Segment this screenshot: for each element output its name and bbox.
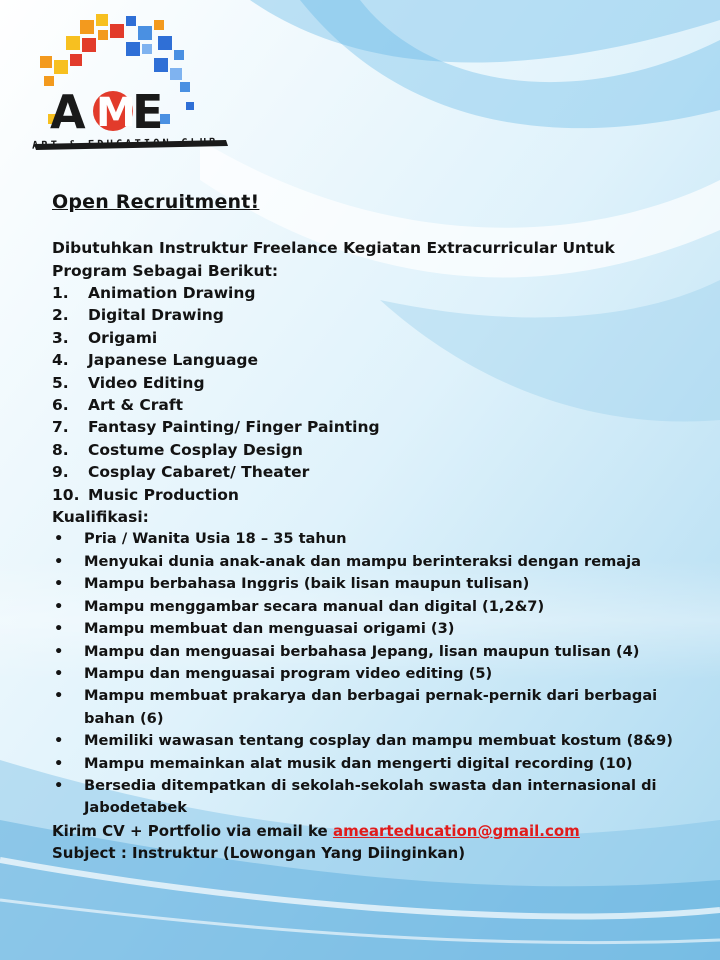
program-label: Digital Drawing — [88, 306, 224, 325]
qualification-text: Mampu memainkan alat musik dan mengerti digital recording (10) — [84, 754, 633, 772]
subject-line: Subject : Instruktur (Lowongan Yang Diinginkan) — [52, 844, 466, 863]
qualification-text: Mampu membuat prakarya dan berbagai pernak-pernik dari berbagai bahan (6) — [84, 687, 658, 727]
contact-line — [52, 820, 692, 843]
list-item — [52, 685, 692, 730]
bullet-icon: • — [54, 687, 64, 705]
bullet-icon: • — [54, 754, 64, 772]
recruitment-content — [52, 191, 692, 865]
list-item — [52, 641, 692, 663]
list-item — [52, 753, 692, 775]
list-number: 3. — [52, 328, 69, 347]
bullet-icon: • — [54, 642, 64, 660]
list-item — [52, 304, 692, 326]
list-number: 4. — [52, 351, 69, 370]
program-label: Music Production — [88, 485, 239, 504]
qualification-text: Memiliki wawasan tentang cosplay dan mampu membuat kostum (8&9) — [84, 732, 673, 750]
email-link[interactable]: amearteducation@gmail.com — [332, 821, 580, 840]
list-item — [52, 528, 692, 550]
qualification-text: Menyukai dunia anak-anak dan mampu berinteraksi dengan remaja — [84, 552, 641, 570]
intro-text: Dibutuhkan Instruktur Freelance Kegiatan Extracurricular Untuk Program Sebagai Berikut: — [52, 239, 615, 280]
list-item — [52, 416, 692, 438]
bullet-icon: • — [54, 552, 64, 570]
list-number: 9. — [52, 463, 69, 482]
list-item — [52, 730, 692, 752]
svg-text:M: M — [96, 90, 136, 136]
list-item — [52, 484, 692, 506]
qualification-text: Mampu dan menguasai berbahasa Jepang, lisan maupun tulisan (4) — [84, 642, 640, 660]
svg-text:A: A — [50, 85, 86, 139]
program-label: Animation Drawing — [88, 284, 256, 302]
qualification-text: Mampu menggambar secara manual dan digital (1,2&7) — [84, 597, 545, 615]
bullet-icon: • — [54, 664, 64, 682]
list-item — [52, 439, 692, 461]
list-number: 5. — [52, 373, 69, 392]
list-number: 7. — [52, 418, 69, 437]
list-number: 6. — [52, 396, 69, 415]
list-item — [52, 327, 692, 349]
list-item — [52, 663, 692, 685]
qualification-text: Mampu membuat dan menguasai origami (3) — [84, 620, 455, 638]
bullet-icon: • — [54, 732, 64, 750]
list-item — [52, 282, 692, 304]
logo-tagline: ART & EDUCATION CLUB — [31, 136, 219, 152]
qualifications-title: Kualifikasi: — [52, 508, 149, 527]
list-number: 1. — [52, 284, 69, 302]
list-item — [52, 551, 692, 573]
qualification-text: Bersedia ditempatkan di sekolah-sekolah swasta dan internasional di Jabodetabek — [84, 776, 657, 817]
bullet-icon: • — [54, 776, 64, 794]
bullet-icon: • — [54, 597, 64, 615]
list-number: 2. — [52, 306, 69, 325]
qualification-text: Mampu dan menguasai program video editing (5) — [84, 664, 493, 682]
program-label: Art & Craft — [88, 396, 183, 415]
qualification-text: Pria / Wanita Usia 18 – 35 tahun — [84, 530, 347, 548]
list-item — [52, 372, 692, 394]
program-list — [52, 282, 692, 506]
contact-prefix: Kirim CV + Portfolio via email ke — [52, 821, 333, 840]
bullet-icon: • — [54, 575, 64, 593]
svg-text:E: E — [132, 85, 164, 139]
list-item — [52, 596, 692, 618]
program-label: Cosplay Cabaret/ Theater — [88, 463, 310, 482]
program-label: Fantasy Painting/ Finger Painting — [88, 418, 380, 437]
program-label: Japanese Language — [88, 351, 259, 370]
list-item — [52, 775, 692, 820]
program-label: Video Editing — [88, 373, 205, 392]
bullet-icon: • — [54, 620, 64, 638]
program-label: Costume Cosplay Design — [88, 440, 303, 459]
list-item — [52, 461, 692, 483]
qualification-list — [52, 528, 692, 819]
list-item — [52, 573, 692, 595]
list-number: 8. — [52, 440, 69, 459]
ame-logo — [30, 10, 250, 170]
bullet-icon: • — [54, 530, 64, 548]
list-item — [52, 349, 692, 371]
list-number: 10. — [52, 485, 80, 504]
list-item — [52, 394, 692, 416]
list-item — [52, 618, 692, 640]
qualification-text: Mampu berbahasa Inggris (baik lisan maupun tulisan) — [84, 575, 530, 593]
program-label: Origami — [88, 328, 158, 347]
page-title: Open Recruitment! — [52, 191, 260, 213]
